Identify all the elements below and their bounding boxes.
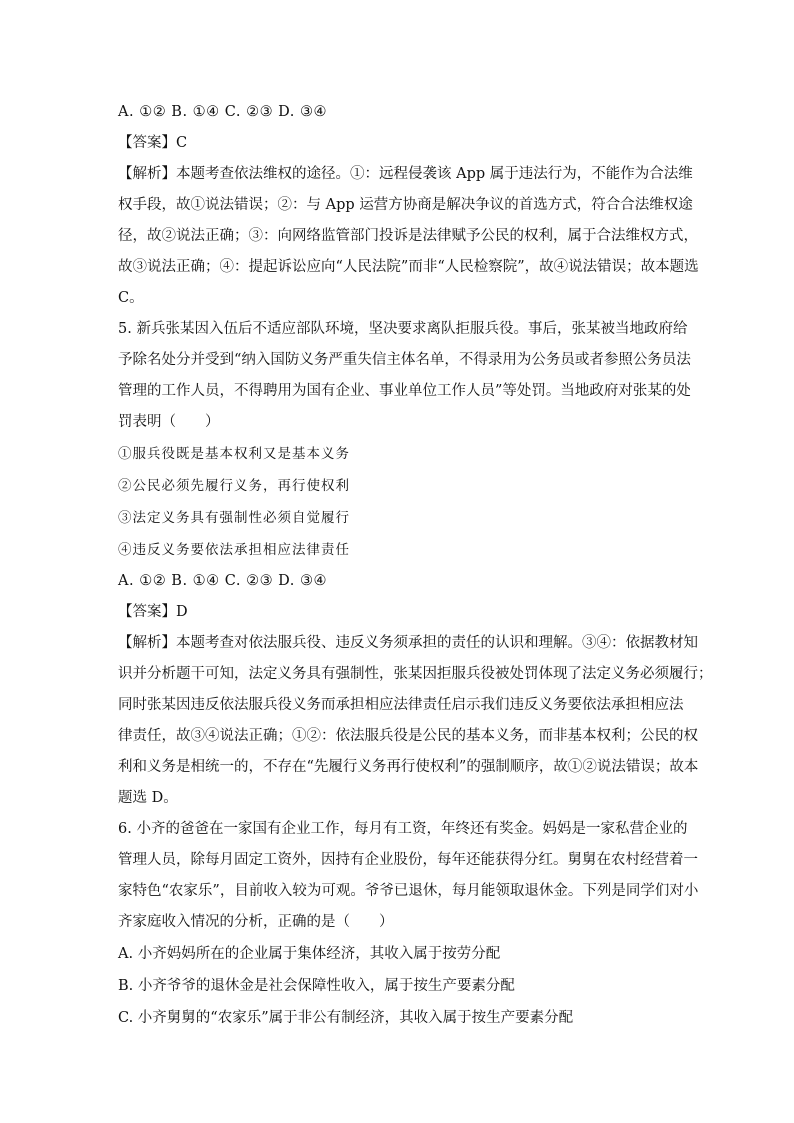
analysis-text: 律责任，故③④说法正确；①②：依法服兵役是公民的基本义务，而非基本权利；公民的权 [118,728,698,744]
question-5-stem: 管理的工作人员，不得聘用为国有企业、事业单位工作人员”等处罚。当地政府对张某的处 [118,383,691,399]
question-6-stem: 家特色“农家乐”，目前收入较为可观。爷爷已退休，每月能领取退休金。下列是同学们对小 [118,883,699,899]
question-6-stem: 管理人员，除每月固定工资外，因持有企业股份，每年还能获得分红。舅舅在农村经营着一 [118,852,698,868]
statement-item: ①服兵役既是基本权利又是基本义务 [118,446,350,462]
question-4-options: A. ①② B. ①④ C. ②③ D. ③④ [118,104,328,120]
option-a: A. 小齐妈妈所在的企业属于集体经济，其收入属于按劳分配 [118,946,501,962]
analysis-text: 权手段，故①说法错误；②：与 App 运营方协商是解决争议的首选方式，符合合法维权途 [118,197,693,213]
option-b: B. 小齐爷爷的退休金是社会保障性收入，属于按生产要素分配 [118,978,515,994]
analysis-text: 题选 D。 [118,790,178,806]
analysis-text: 【解析】本题考查对依法服兵役、违反义务须承担的责任的认识和理解。③④：依据教材知 [118,635,698,651]
question-6-stem: 齐家庭收入情况的分析，正确的是（ ） [118,914,394,930]
statement-item: ③法定义务具有强制性必须自觉履行 [118,510,350,526]
answer-label: 【答案】C [118,135,188,151]
question-6-stem: 6. 小齐的爸爸在一家国有企业工作，每月有工资，年终还有奖金。妈妈是一家私营企业的 [118,821,688,837]
question-5-stem: 予除名处分并受到“纳入国防义务严重失信主体名单，不得录用为公务员或者参照公务员法 [118,352,691,368]
analysis-text: 故③说法正确；④：提起诉讼应向“人民法院”而非“人民检察院”，故④说法错误；故本题选 [118,259,699,275]
analysis-text: 利和义务是相统一的，不存在“先履行义务再行使权利”的强制顺序，故①②说法错误；故本 [118,759,699,775]
question-5-stem: 罚表明（ ） [118,414,220,430]
option-c: C. 小齐舅舅的“农家乐”属于非公有制经济，其收入属于按生产要素分配 [118,1010,574,1026]
question-5-options: A. ①② B. ①④ C. ②③ D. ③④ [118,573,328,589]
analysis-text: 同时张某因违反依法服兵役义务而承担相应法律责任启示我们违反义务要依法承担相应法 [118,697,684,713]
analysis-text: 径，故②说法正确；③：向网络监管部门投诉是法律赋予公民的权利，属于合法维权方式， [118,228,698,244]
answer-label: 【答案】D [118,604,188,620]
analysis-text: C。 [118,290,144,306]
question-5-stem: 5. 新兵张某因入伍后不适应部队环境，坚决要求离队拒服兵役。事后，张某被当地政府给 [118,321,688,337]
analysis-text: 识并分析题干可知，法定义务具有强制性，张某因拒服兵役被处罚体现了法定义务必须履行； [118,666,713,682]
statement-item: ②公民必须先履行义务，再行使权利 [118,478,350,494]
analysis-text: 【解析】本题考查依法维权的途径。①：远程侵袭该 App 属于违法行为，不能作为合法维 [118,166,693,182]
statement-item: ④违反义务要依法承担相应法律责任 [118,542,350,558]
